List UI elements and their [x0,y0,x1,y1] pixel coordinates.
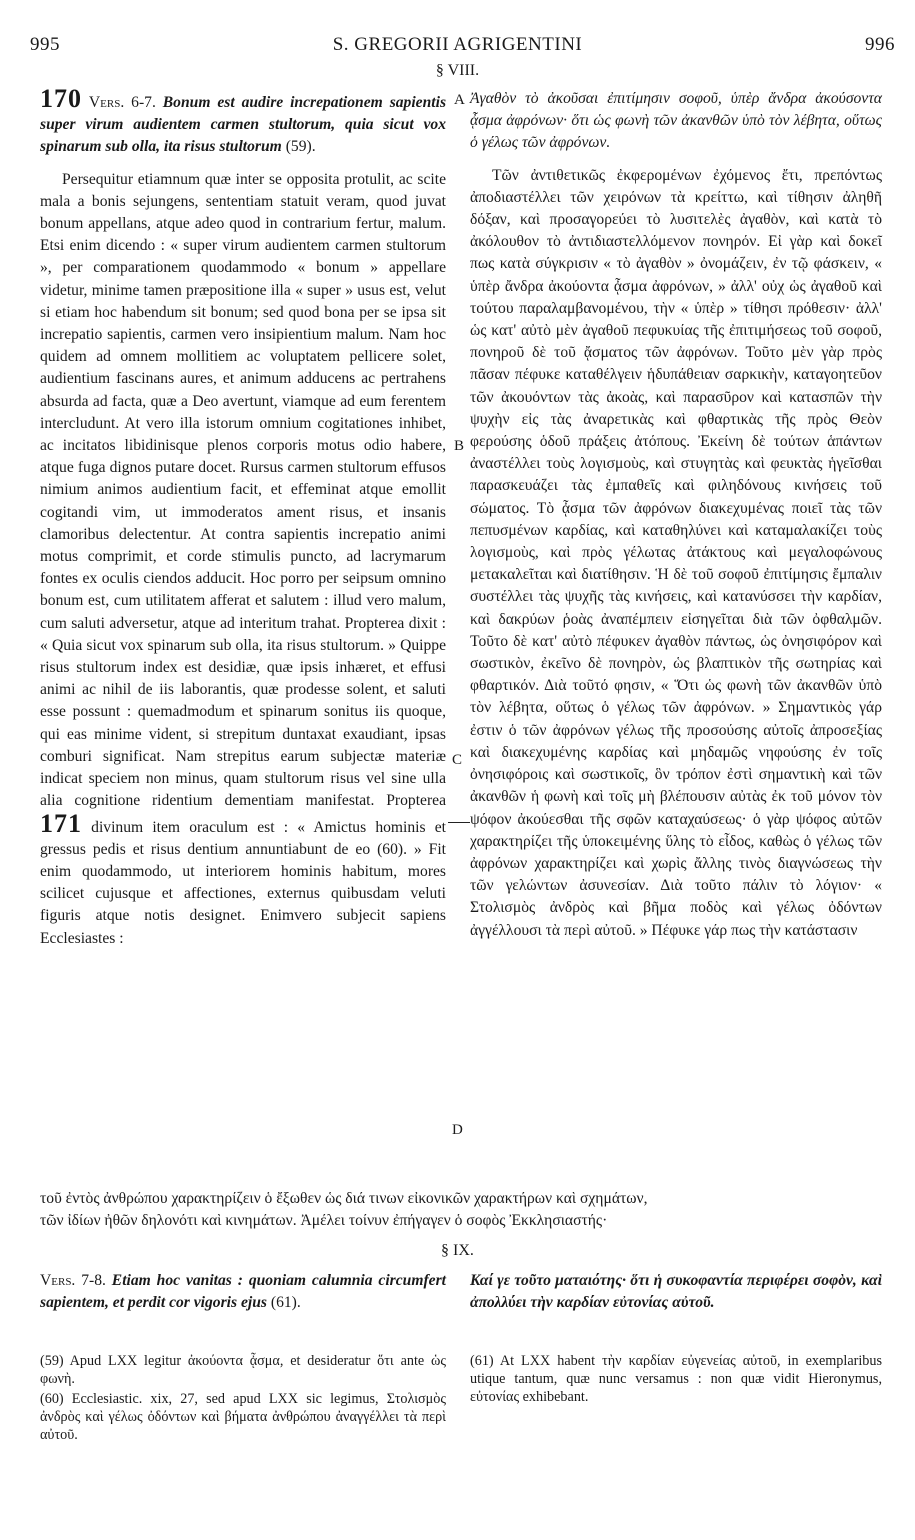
margin-letter-d: D [452,1122,463,1138]
verse-greek-ix [470,1270,882,1314]
latin-commentary-part1: Persequitur etiamnum quæ inter se opposita protulit, ac scite mala a bonis sejungens, sententiam statuit veram, quod juvat bonum appellans, atque adeo quod in contrarium fertur, malum. Etsi enim dicendo : « super virum audientem carmen stultorum », per comparationem quodammodo « bonum » appellare videtur, minime tamen præpositione illa « super » usus est, velut si etiam hoc habendum sit bonum; sed quod bona per se ipsa sit increpatio sapientis, carmen vero insipientium malum. Nam hoc quidem ad omnem mollitiem ac voluptatem pellicere solet, audientium fascinans aures, et animum adducens ac pertrahens absurda ad facta, quæ a Deo avertunt, viamque ad eum ferentem intercludunt. At vero illa istorum omnium cogitationes inhibet, ac incitatos libidinisque plenos corporis motus odio habere, atque fuga dignos putare docet. Rursus carmen stultorum effusos nimium animos audientium facit, et effeminat atque emollit cogitandi vim, ut immoderatos ament risus, et insanis clamoribus delectentur. At contra sapientis increpatio animi motus comprimit, et corde stimulis puncto, ad lacrymarum fontes ex oculis ciendos adducit. Hoc porro per seipsum omnino bonum est, cum utilitatem afferat et salutem : illud vero malum, cum saluti adversetur, atque ad interitum trahat. Propterea dixit : « Quia sicut vox spinarum sub olla, ita risus stultorum. » Quippe risus stultorum index est desidiæ, quæ ipsis inhæret, et effusi animi ac nihil de iis laborantis, quæ prodesse solent, et saluti esse possunt : quemadmodum et spinarum sonitus iis quoque, qui eas minime vident, si strepitum duntaxat exaudiant, ipsas comburi significat. Nam strepitus earum subjectæ materiæ indicat speciem non minus, quam stultorum risus vel sine ulla alia cognitione ridentium dementiam manifestat. Propterea [40,170,446,810]
section-heading-viii: § VIII. [435,62,480,79]
page-number-left: 995 [30,34,60,55]
greek-fullwidth [40,1188,882,1232]
verse-greek-viii: Ἀγαθὸν τὸ ἀκοῦσαι ἐπιτίμησιν σοφοῦ, ὑπὲρ ἄνδρα ἀκούσοντα ᾆσμα ἀφρόνων· ὅτι ὡς φωνὴ τῶν ἀκανθῶν ὑπὸ τὸν λέβητα, οὕτως ὁ γέλως τῶν ἀφρόνων. [470,90,882,152]
column-number-170: 170 [40,84,82,113]
latin-column [40,84,447,950]
verse-label: Vers. 6-7. [88,94,156,111]
margin-letter-c: C [452,752,463,768]
margin-letter-b: B [454,438,465,454]
verse-latin-ix [40,1270,446,1314]
latin-commentary [40,169,446,950]
verse-latin-viii [40,84,447,159]
margin-letter-a: A [454,92,465,108]
footnote-59: (59) Apud LXX legitur ἀκούοντα ᾆσμα, et desideratur ὅτι ante ὡς φωνὴ. [40,1353,446,1387]
page-number-right: 996 [865,34,895,55]
verse-text-latin: Bonum est audire increpationem sapientis super virum audientem carmen stultorum, quia sicut vox spinarum sub olla, ita risus stultorum [40,94,447,156]
greek-column [470,88,882,942]
greek-fullwidth-line2: τῶν ἰδίων ἠθῶν δηλονότι καὶ κινημάτων. Ἀμέλει τοίνυν ἐπήγαγεν ὁ σοφὸς Ἐκκλησιαστής· [40,1212,608,1230]
footnote-60: (60) Ecclesiastic. xix, 27, sed apud LXX sic legimus, Στολισμὸς ἀνδρὸς καὶ γέλως ὀδόντων καὶ βήματα ἀνθρώπου ἀναγγέλλει τὰ περὶ αὐτοῦ. [40,1391,446,1443]
running-title: S. GREGORII AGRIGENTINI [332,34,583,55]
footnotes-left [40,1352,446,1444]
column-number-171: 171 [40,808,82,838]
verse-text-greek-ix: Καί γε τοῦτο ματαιότης· ὅτι ἡ συκοφαντία περιφέρει σοφὸν, καὶ ἀπολλύει τὴν καρδίαν εὐτονίας αὐτοῦ. [470,1272,882,1312]
greek-commentary: Τῶν ἀντιθετικῶς ἐκφερομένων ἐχόμενος ἔτι, πρεπόντως ἀποδιαστέλλει τῶν χειρόνων τὰ κρείττω, καὶ τίθησιν ἀληθῆ δόξαν, καὶ προσαγορεύει τὸ λυσιτελὲς ἀγαθὸν, καὶ κατὰ τὸ ἀκόλουθον τὸ ἀντιδιαστελλόμενον πονηρόν. Εἰ γὰρ καὶ δοκεῖ πως κατὰ σύγκρισιν « τὸ ἀγαθὸν » ὀνομάζειν, ἐν τῷ φάσκειν, « ὑπὲρ ἄνδρα ἀκούοντα ᾆσμα ἀφρόνων, » ἀλλ' οὐχ ὡς ἀγαθοῦ καὶ τούτου παραλαμβανομένου, τὴν « ὑπὲρ » τίθησι πρόθεσιν· ἀλλ' ὡς κατ' αὐτὸ μὲν ἀγαθοῦ πεφυκυίας τῆς ἐπιτιμήσεως τοῦ σοφοῦ, πονηροῦ δὲ τοῦ ᾄσματος τῶν ἀφρόνων. Τοῦτο μὲν γὰρ πρὸς πᾶσαν πέφυκε καταθέλγειν ἡδυπάθειαν σαρκικὴν, καταγοητεῦον τῶν ἀκουόντων τὰς ἀκοὰς, καὶ παρασῦρον καὶ κατασπῶν τὴν ψυχὴν εἰς τὰς ἀναρετικὰς καὶ φθαρτικὰς τῆς πρὸς Θεὸν φερούσης ὁδοῦ πράξεις ἀτόπους. Ἐκείνη δὲ τούτων ἁπάντων ἀναστέλλει τοὺς λογισμοὺς, καὶ στυγητὰς καὶ φευκτὰς ἡγεῖσθαι παρασκευάζει τὰς ἐμπαθεῖς καὶ φιληδόνους κινήσεις τοῦ σώματος. Τὸ ᾆσμα τῶν ἀφρόνων διακεχυμένας ποιεῖ τὰς τῶν πεπυσμένων καρδίας, καὶ καταθηλύνει καὶ καταμαλακίζει τοὺς λογισμοὺς, καὶ πρὸς γέλωτας ἀτάκτους καὶ μεγαλοφώνους μετακαλεῖται καὶ διατίθησιν. Ἡ δὲ τοῦ σοφοῦ ἐπιτίμησις ἔμπαλιν συστέλλει τὰς ψυχῆς τὰς κινήσεις, καὶ κατανύσσει τὴν καρδίαν, καὶ δακρύων ῥοὰς ἀναπέμπειν εἰσηγεῖται διὰ τῶν ὀφθαλμῶν. Τοῦτο δὲ κατ' αὐτὸ πέφυκεν ἀγαθὸν πάντως, ὡς ὀνησιφόρον καὶ σωστικὸν, ἐκεῖνο δὲ πονηρὸν, ὡς βλαπτικὸν τῆς σωτηρίας καὶ φθαρτικόν. Διὰ τοῦτό φησιν, « Ὅτι ὡς φωνὴ τῶν ἀκανθῶν ὑπὸ τὸν λέβητα, οὕτως ὁ γέλως τῶν ἀφρόνων. » Σημαντικὸς γάρ ἐστιν ὁ τῶν ἀφρόνων γέλως τῆς προσούσης αὐτοῖς ἀπροσεξίας καὶ διακεχυμένης καρδίας καὶ μηδαμῶς νηφούσης ἐν τοῖς ὀνησιφόροις καὶ σωστικοῖς, ὃν τρόπον ἐστὶ σημαντικὴ καὶ τῶν ἀκανθῶν ἡ φωνὴ καὶ τοῖς μὴ βλέπουσιν αὐτὰς ἐκ τοῦ μόνον τὸν ψόφον ἀκούεσθαι τῆς σφῶν καταχαύσεως· ὁ γὰρ ψόφος αὐτῶν χαρακτηρίζει τῆς ὑποκειμένης ὕλης τὸ εἶδος, καθὼς ὁ γέλως τῶν ἀφρόνων χαρακτηρίζει καὶ χωρὶς ἄλλης τινὸς διαγνώσεως τὴν τῶν γελώντων ἀσυνεσίαν. Διὰ τοῦτο πάλιν τὸ λόγιον· « Στολισμὸς ἀνδρὸς καὶ βῆμα ποδὸς καὶ γέλως ὀδόντων ἀγγέλλουσι τὰ περὶ αὐτοῦ. » Πέφυκε γάρ πως τὴν κατάστασιν [470,166,882,939]
section-heading-ix: § IX. [441,1242,474,1259]
footnote-61: (61) At LXX habent τὴν καρδίαν εὐγενείας αὐτοῦ, in exemplaribus utique tantum, quæ nunc versamus : non quæ vidit Hieronymus, εὐτονίας exhibebant. [470,1353,882,1405]
verse-text-latin-ix: Etiam hoc vanitas : quoniam calumnia circumfert sapientem, et perdit cor vigoris ejus [40,1272,446,1312]
footnotes-right [470,1352,882,1406]
verse-ref-ix: (61). [270,1294,301,1312]
margin-rule [448,822,470,823]
verse-ref: (59). [285,138,316,156]
verse-label-ix: Vers. 7-8. [40,1272,106,1289]
latin-commentary-part2: divinum item oraculum est : « Amictus hominis et gressus pedis et risus dentium annuntiabunt de eo (60). » Fit enim quodammodo, ut interiorem hominis habitum, mores scilicet cujusque et affectiones, externus quibusdam veluti figuris atque notis designet. Enimvero subjecit sapiens Ecclesiastes : [40,818,446,947]
greek-fullwidth-line1: τοῦ ἐντὸς ἀνθρώπου χαρακτηρίζειν ὁ ἔξωθεν ὡς διά τινων εἰκονικῶν χαρακτήρων καὶ σχημάτων, [40,1190,648,1207]
